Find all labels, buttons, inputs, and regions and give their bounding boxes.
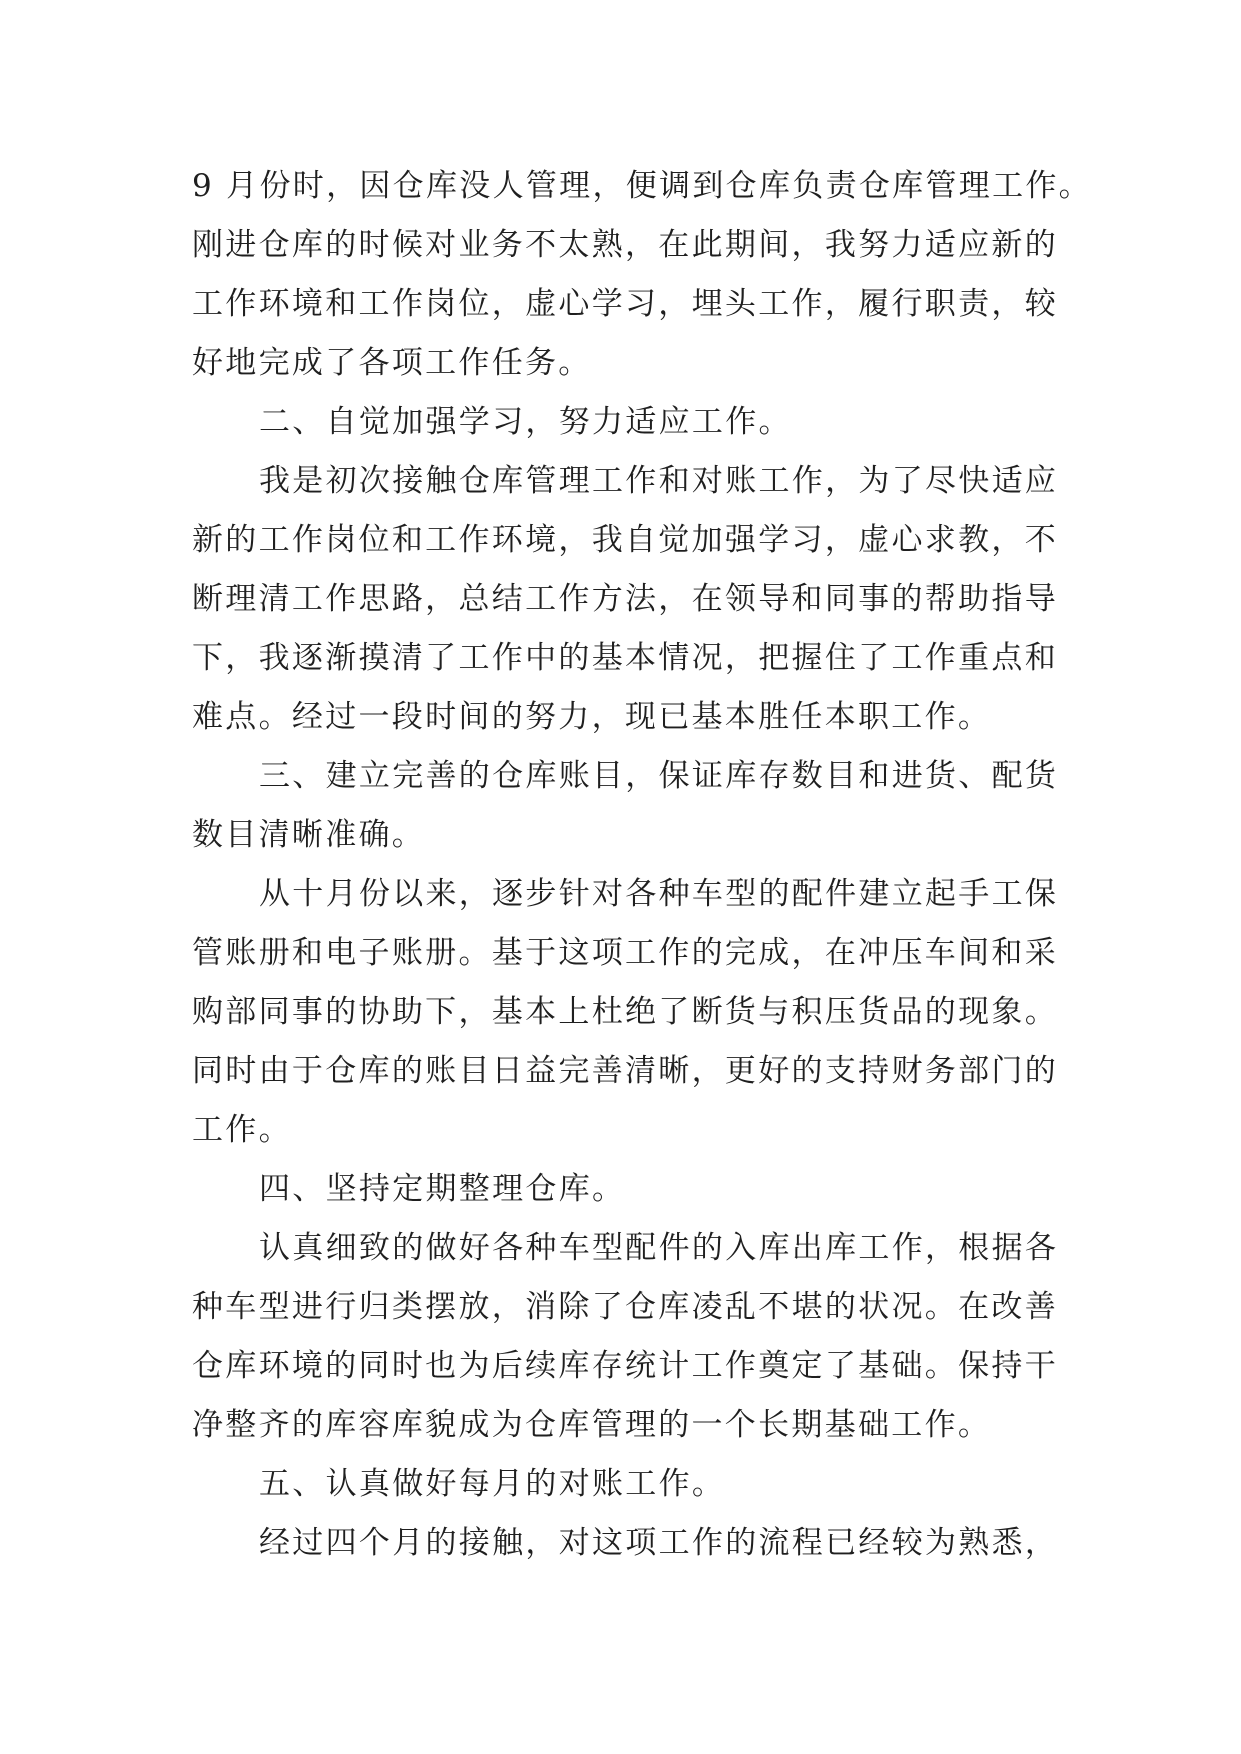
text-line: 下，我逐渐摸清了工作中的基本情况，把握住了工作重点和 <box>192 640 1058 676</box>
text-line: 断理清工作思路，总结工作方法，在领导和同事的帮助指导 <box>192 581 1058 617</box>
section-heading-text: 四、坚持定期整理仓库。 <box>259 1171 626 1207</box>
text-line: 好地完成了各项工作任务。 <box>192 345 592 381</box>
paragraph <box>192 157 1112 393</box>
text-line: 同时由于仓库的账目日益完善清晰，更好的支持财务部门的 <box>192 1053 1058 1089</box>
text-line: 难点。经过一段时间的努力，现已基本胜任本职工作。 <box>192 699 992 735</box>
text-line: 工作环境和工作岗位，虚心学习，埋头工作，履行职责，较 <box>192 286 1058 322</box>
section-heading-text: 三、建立完善的仓库账目，保证库存数目和进货、配货 <box>259 758 1059 794</box>
section-heading-text: 数目清晰准确。 <box>192 817 426 853</box>
text-line: 从十月份以来，逐步针对各种车型的配件建立起手工保 <box>259 876 1059 912</box>
text-line: 管账册和电子账册。基于这项工作的完成，在冲压车间和采 <box>192 935 1058 971</box>
text-line: 工作。 <box>192 1112 292 1148</box>
text-line: 经过四个月的接触，对这项工作的流程已经较为熟悉， <box>259 1525 1059 1561</box>
text-line: 种车型进行归类摆放，消除了仓库凌乱不堪的状况。在改善 <box>192 1289 1058 1325</box>
text-line: 净整齐的库容库貌成为仓库管理的一个长期基础工作。 <box>192 1407 992 1443</box>
section-heading <box>192 393 1112 452</box>
text-line: 9 月份时，因仓库没人管理，便调到仓库负责仓库管理工作。 <box>192 168 1092 204</box>
section-heading <box>192 1455 1112 1514</box>
text-line: 我是初次接触仓库管理工作和对账工作，为了尽快适应 <box>259 463 1059 499</box>
section-heading-text: 二、自觉加强学习，努力适应工作。 <box>259 404 792 440</box>
section-heading-text: 五、认真做好每月的对账工作。 <box>259 1466 726 1502</box>
text-line: 购部同事的协助下，基本上杜绝了断货与积压货品的现象。 <box>192 994 1058 1030</box>
section-heading <box>192 747 1112 865</box>
text-line: 认真细致的做好各种车型配件的入库出库工作，根据各 <box>259 1230 1059 1266</box>
section-heading <box>192 1160 1112 1219</box>
text-line: 刚进仓库的时候对业务不太熟，在此期间，我努力适应新的 <box>192 227 1058 263</box>
document-body <box>192 157 1112 1573</box>
paragraph <box>192 1514 1112 1573</box>
text-line: 仓库环境的同时也为后续库存统计工作奠定了基础。保持干 <box>192 1348 1058 1384</box>
paragraph <box>192 1219 1112 1455</box>
text-line: 新的工作岗位和工作环境，我自觉加强学习，虚心求教，不 <box>192 522 1058 558</box>
paragraph <box>192 865 1112 1160</box>
paragraph <box>192 452 1112 747</box>
